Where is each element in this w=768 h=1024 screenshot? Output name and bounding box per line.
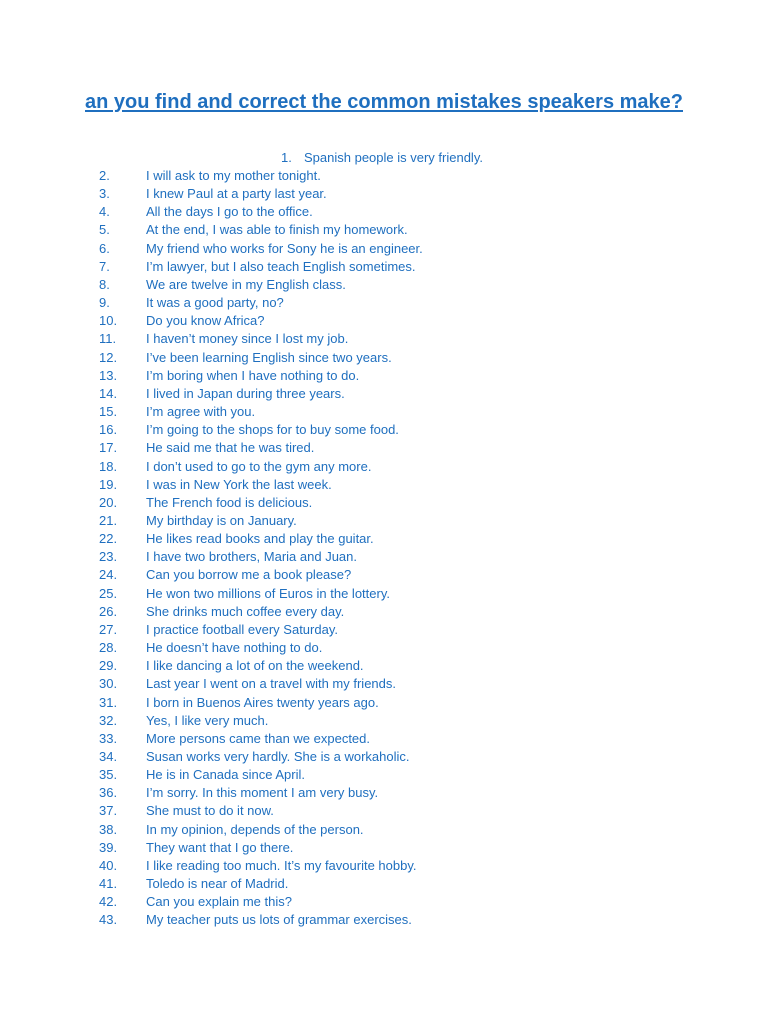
item-text: My birthday is on January.	[146, 512, 297, 528]
item-text: Susan works very hardly. She is a workaholic.	[146, 749, 410, 764]
item-text: He said me that he was tired.	[146, 440, 315, 456]
item-text: We are twelve in my English class.	[146, 276, 346, 292]
item-text: In my opinion, depends of the person.	[146, 821, 364, 837]
item-text: They want that I go there.	[146, 839, 294, 855]
list-item	[99, 312, 423, 330]
item-number: 37.	[99, 803, 118, 819]
item-number: 15.	[99, 404, 118, 420]
list-item	[99, 530, 423, 548]
item-text: Last year I went on a travel with my friends.	[146, 676, 396, 692]
item-text: He is in Canada since April.	[146, 767, 305, 783]
item-number: 14.	[99, 385, 118, 401]
list-item	[99, 802, 423, 820]
item-number: 30.	[99, 676, 118, 692]
item-text: I’m agree with you.	[146, 404, 256, 420]
list-item-1	[281, 150, 483, 166]
item-text: I like dancing a lot of on the weekend.	[146, 658, 364, 674]
item-text: I knew Paul at a party last year.	[146, 186, 327, 202]
list-item	[99, 730, 423, 748]
item-number: 23.	[99, 549, 118, 565]
item-number: 13.	[99, 367, 118, 383]
item-text: Spanish people is very friendly.	[304, 150, 483, 165]
item-text: He likes read books and play the guitar.	[146, 531, 374, 547]
item-number: 6.	[99, 240, 110, 256]
list-item	[99, 748, 423, 766]
item-text: My friend who works for Sony he is an engineer.	[146, 240, 423, 256]
list-item	[99, 639, 423, 657]
item-number: 4.	[99, 204, 110, 220]
list-item	[99, 458, 423, 476]
item-number: 7.	[99, 258, 110, 274]
list-item	[99, 893, 423, 911]
item-number: 9.	[99, 295, 110, 311]
item-number: 40.	[99, 857, 118, 873]
item-number: 19.	[99, 476, 118, 492]
list-item	[99, 694, 423, 712]
item-text: I will ask to my mother tonight.	[146, 168, 321, 183]
item-text: I lived in Japan during three years.	[146, 385, 345, 401]
list-item	[99, 657, 423, 675]
mistakes-list	[99, 167, 423, 930]
item-number: 33.	[99, 730, 118, 746]
page-title: an you find and correct the common mistakes speakers make?	[85, 91, 683, 113]
item-number: 24.	[99, 567, 118, 583]
list-item	[99, 712, 423, 730]
list-item	[99, 421, 423, 439]
list-item	[99, 839, 423, 857]
item-number: 35.	[99, 767, 118, 783]
list-item	[99, 784, 423, 802]
list-item	[99, 203, 423, 221]
item-number: 25.	[99, 585, 118, 601]
item-text: I have two brothers, Maria and Juan.	[146, 549, 358, 565]
item-text: I like reading too much. It’s my favourite hobby.	[146, 857, 417, 873]
item-text: She drinks much coffee every day.	[146, 603, 345, 619]
item-text: I haven’t money since I lost my job.	[146, 331, 349, 347]
item-text: Can you explain me this?	[146, 894, 292, 910]
item-text: Toledo is near of Madrid.	[146, 876, 289, 892]
item-number: 1.	[281, 150, 292, 165]
item-number: 12.	[99, 349, 118, 365]
list-item	[99, 330, 423, 348]
list-item	[99, 675, 423, 693]
item-number: 32.	[99, 712, 118, 728]
item-text: It was a good party, no?	[146, 295, 284, 311]
item-number: 5.	[99, 222, 110, 238]
list-item	[99, 367, 423, 385]
item-text: I’ve been learning English since two years.	[146, 349, 392, 365]
item-number: 27.	[99, 621, 118, 637]
item-number: 10.	[99, 313, 118, 329]
list-item	[99, 294, 423, 312]
list-item	[99, 821, 423, 839]
item-number: 11.	[99, 331, 117, 347]
list-item	[99, 566, 423, 584]
list-item	[99, 548, 423, 566]
list-item	[99, 403, 423, 421]
item-text: I don’t used to go to the gym any more.	[146, 458, 372, 474]
item-text: My teacher puts us lots of grammar exercises.	[146, 912, 412, 928]
item-text: All the days I go to the office.	[146, 204, 313, 220]
list-item	[99, 766, 423, 784]
list-item	[99, 221, 423, 239]
item-number: 2.	[99, 168, 110, 183]
item-text: She must to do it now.	[146, 803, 274, 819]
list-item	[99, 603, 423, 621]
item-number: 41.	[99, 876, 118, 892]
item-text: I’m going to the shops for to buy some food.	[146, 422, 399, 438]
item-text: At the end, I was able to finish my homework.	[146, 222, 408, 238]
item-text: Yes, I like very much.	[146, 712, 269, 728]
item-number: 34.	[99, 749, 118, 764]
list-item	[99, 494, 423, 512]
item-text: I born in Buenos Aires twenty years ago.	[146, 694, 379, 710]
item-number: 18.	[99, 458, 118, 474]
item-text: More persons came than we expected.	[146, 730, 371, 746]
item-number: 31.	[99, 694, 118, 710]
item-text: I’m lawyer, but I also teach English sometimes.	[146, 258, 416, 274]
list-item	[99, 911, 423, 929]
list-item	[99, 439, 423, 457]
item-number: 28.	[99, 640, 118, 656]
item-text: Can you borrow me a book please?	[146, 567, 352, 583]
item-number: 26.	[99, 603, 118, 619]
list-item	[99, 476, 423, 494]
list-item	[99, 385, 423, 403]
item-number: 39.	[99, 839, 118, 855]
item-text: I’m sorry. In this moment I am very busy.	[146, 785, 379, 801]
item-number: 43.	[99, 912, 118, 928]
item-number: 42.	[99, 894, 118, 910]
item-number: 8.	[99, 276, 110, 292]
list-item	[99, 349, 423, 367]
item-number: 36.	[99, 785, 118, 801]
list-item	[99, 167, 423, 185]
item-number: 17.	[99, 440, 118, 456]
list-item	[99, 240, 423, 258]
list-item	[99, 857, 423, 875]
list-item	[99, 585, 423, 603]
item-number: 22.	[99, 531, 118, 547]
item-number: 21.	[99, 512, 118, 528]
list-item	[99, 258, 423, 276]
item-number: 3.	[99, 186, 110, 202]
list-item	[99, 185, 423, 203]
list-item	[99, 875, 423, 893]
item-text: I’m boring when I have nothing to do.	[146, 367, 360, 383]
item-number: 16.	[99, 422, 118, 438]
item-number: 20.	[99, 494, 118, 510]
list-item	[99, 512, 423, 530]
item-text: I was in New York the last week.	[146, 476, 332, 492]
list-item	[99, 276, 423, 294]
item-text: The French food is delicious.	[146, 494, 313, 510]
item-text: He won two millions of Euros in the lottery.	[146, 585, 390, 601]
item-number: 38.	[99, 821, 118, 837]
item-number: 29.	[99, 658, 118, 674]
item-text: He doesn’t have nothing to do.	[146, 640, 323, 656]
list-item	[99, 621, 423, 639]
item-text: I practice football every Saturday.	[146, 621, 338, 637]
item-text: Do you know Africa?	[146, 313, 265, 329]
